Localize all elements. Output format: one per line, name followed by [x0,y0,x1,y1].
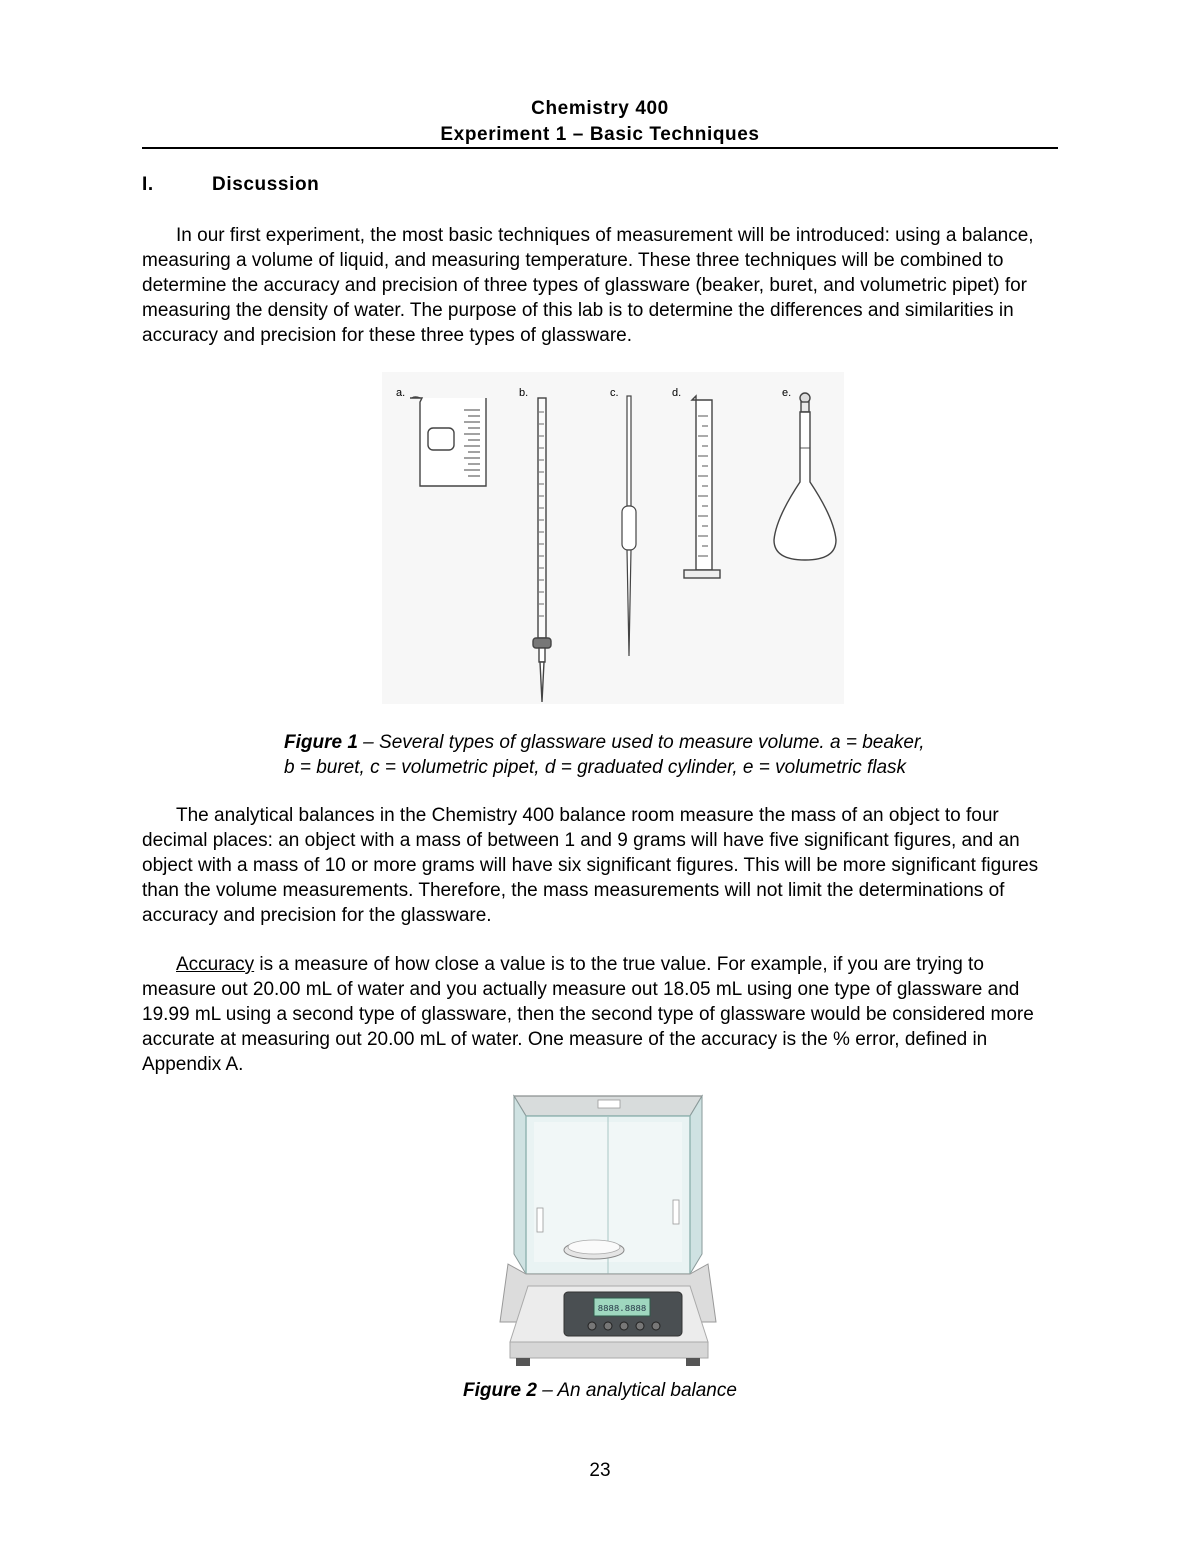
figure2-caption-text: – An analytical balance [536,1380,737,1401]
beaker-icon [410,397,486,486]
course-title: Chemistry 400 [531,98,669,119]
glassware-figure [382,372,844,704]
header-rule [142,147,1058,149]
experiment-title: Experiment 1 – Basic Techniques [440,124,760,145]
accuracy-paragraph-text: is a measure of how close a value is to the true value. For example, if you are trying to measure out 20.00 mL of water and you actually measure out 18.05 mL using one type of glassware and 19.99 mL using a second type of glassware, then the second type of glassware would be considered more accurate at measuring out 20.00 mL of water. One measure of the accuracy is the % error, defined in Appendix A. [142,954,1034,1075]
figure1-caption-text: – Several types of glassware used to measure volume. a = beaker, [357,732,925,753]
figure2-caption-label: Figure 2 [463,1380,537,1401]
balance-paragraph [142,803,1058,928]
intro-paragraph-text: In our first experiment, the most basic techniques of measurement will be introduced: using a balance, measuring a volume of liquid, and measuring temperature. These three techniques will be combined to determine the accuracy and precision of three types of glassware (beaker, buret, and volumetric pipet) for measuring the density of water. The purpose of this lab is to determine the differences and similarities in accuracy and precision for these three types of glassware. [142,225,1034,346]
figure1-caption [284,730,1044,780]
balance-paragraph-text: The analytical balances in the Chemistry 400 balance room measure the mass of an object to four decimal places: an object with a mass of between 1 and 9 grams will have five significant figures, and an object with a mass of 10 or more grams will have six significant figures. This will be more significant figures than the volume measurements. Therefore, the mass measurements will not limit the determinations of accuracy and precision for the glassware. [142,805,1039,926]
accuracy-term: Accuracy [176,954,255,975]
page-number: 23 [589,1460,611,1481]
figure1-label-d: d. [672,387,682,399]
figure1-label-a: a. [396,387,406,399]
intro-paragraph [142,223,1058,348]
balance-display-readout: 8888.8888 [597,1304,647,1314]
figure1-caption-text-line2: b = buret, c = volumetric pipet, d = graduated cylinder, e = volumetric flask [284,757,907,778]
figure1-label-e: e. [782,387,792,399]
accuracy-paragraph [142,952,1058,1077]
analytical-balance-figure [494,1086,722,1372]
figure1-label-b: b. [519,387,529,399]
figure1-label-c: c. [610,387,619,399]
figure2-caption [0,1378,1200,1403]
section-title: Discussion [212,174,320,195]
figure1-caption-label: Figure 1 [284,732,358,753]
section-number: I. [142,174,154,195]
